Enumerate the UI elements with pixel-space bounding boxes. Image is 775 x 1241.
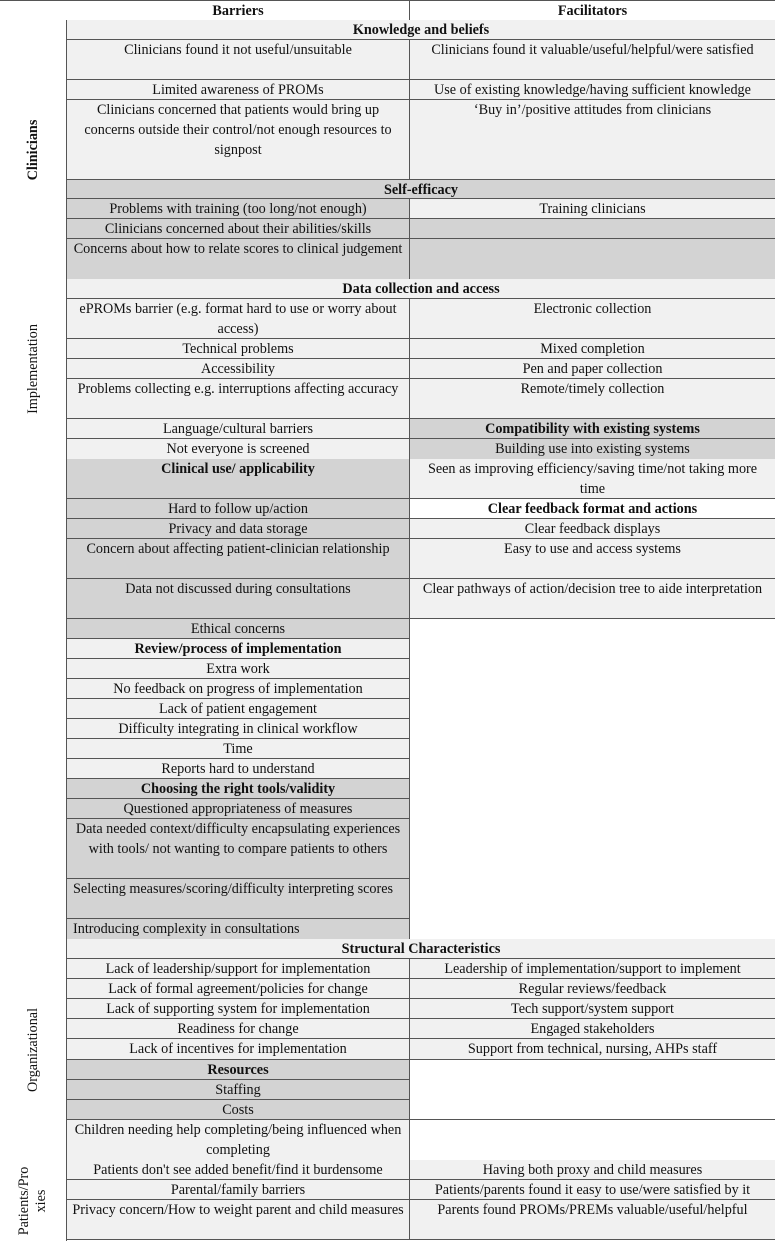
barrier-cell: Clinicians concerned about their abilities/skills [67, 219, 410, 239]
barrier-cell: Technical problems [67, 339, 410, 359]
barrier-cell: Difficulty integrating in clinical workflow [67, 719, 410, 739]
empty-cell [410, 239, 775, 279]
barrier-cell: Introducing complexity in consultations [67, 919, 410, 939]
barrier-cell: Lack of patient engagement [67, 699, 410, 719]
group-clinicians [0, 20, 67, 279]
facilitator-heading-clear-feedback: Clear feedback format and actions [410, 499, 775, 519]
barrier-cell: ePROMs barrier (e.g. format hard to use or worry about access) [67, 299, 410, 339]
facilitator-cell [410, 579, 775, 619]
barrier-cell: Data not discussed during consultations [67, 579, 410, 619]
barrier-cell: Problems with training (too long/not enough) [67, 199, 410, 219]
facilitator-cell: Leadership of implementation/support to implement [410, 959, 775, 979]
empty-cell [410, 219, 775, 239]
group-label-implementation: Implementation [25, 324, 41, 414]
barrier-cell: No feedback on progress of implementation [67, 679, 410, 699]
section-heading-data-collection: Data collection and access [67, 279, 775, 299]
barrier-cell: Extra work [67, 659, 410, 679]
facilitator-cell: Seen as improving efficiency/saving time/not taking more time [410, 459, 775, 499]
empty-cell [410, 1100, 775, 1120]
barrier-cell: Reports hard to understand [67, 759, 410, 779]
facilitator-cell: Pen and paper collection [410, 359, 775, 379]
facilitator-cell: Parents found PROMs/PREMs valuable/useful/helpful [410, 1200, 775, 1240]
facilitator-cell: Clinicians found it valuable/useful/helpful/were satisfied [410, 40, 775, 80]
barrier-cell: Readiness for change [67, 1019, 410, 1039]
barrier-cell: Accessibility [67, 359, 410, 379]
facilitator-cell: Building use into existing systems [410, 439, 775, 459]
facilitator-heading-compatibility: Compatibility with existing systems [410, 419, 775, 439]
group-label-organizational: Organizational [25, 1007, 41, 1092]
facilitator-cell: Patients/parents found it easy to use/were satisfied by it [410, 1180, 775, 1200]
section-heading-clinical-use: Clinical use/ applicability [67, 459, 410, 499]
barrier-cell: Privacy concern/How to weight parent and child measures [67, 1200, 410, 1240]
barrier-cell: Limited awareness of PROMs [67, 80, 410, 100]
barrier-cell: Lack of incentives for implementation [67, 1039, 410, 1060]
barrier-cell: Patients don't see added benefit/find it burdensome [67, 1160, 410, 1180]
section-heading-review: Review/process of implementation [67, 639, 410, 659]
header-facilitators: Facilitators [410, 1, 775, 20]
barrier-cell: Privacy and data storage [67, 519, 410, 539]
barrier-cell: Problems collecting e.g. interruptions affecting accuracy [67, 379, 410, 419]
barrier-cell: Data needed context/difficulty encapsulating experiences with tools/ not wanting to compare patients to others [67, 819, 410, 879]
group-organizational [0, 939, 67, 1160]
barrier-cell: Selecting measures/scoring/difficulty interpreting scores [67, 879, 410, 919]
barrier-cell: Concerns about how to relate scores to clinical judgement [67, 239, 410, 279]
group-label-patients-proxies [16, 1166, 50, 1235]
facilitator-cell: Engaged stakeholders [410, 1019, 775, 1039]
barrier-cell: Concern about affecting patient-clinician relationship [67, 539, 410, 579]
barrier-cell: Clinicians found it not useful/unsuitable [67, 40, 410, 80]
barrier-cell: Not everyone is screened [67, 439, 410, 459]
barrier-cell: Hard to follow up/action [67, 499, 410, 519]
facilitator-cell: Easy to use and access systems [410, 539, 775, 579]
barrier-cell: Lack of formal agreement/policies for change [67, 979, 410, 999]
facilitator-cell: Remote/timely collection [410, 379, 775, 419]
section-heading-resources: Resources [67, 1060, 410, 1080]
header-barriers: Barriers [67, 1, 410, 20]
section-heading-structural: Structural Characteristics [67, 939, 775, 959]
facilitator-cell: Training clinicians [410, 199, 775, 219]
facilitator-cell: Electronic collection [410, 299, 775, 339]
facilitator-cell: Tech support/system support [410, 999, 775, 1019]
barrier-cell: Ethical concerns [67, 619, 410, 639]
barrier-cell: Language/cultural barriers [67, 419, 410, 439]
barrier-cell: Costs [67, 1100, 410, 1120]
group-implementation [0, 279, 67, 459]
group-label-clinicians: Clinicians [25, 119, 41, 180]
section-heading-knowledge: Knowledge and beliefs [67, 20, 775, 40]
group-patients-proxies [0, 1160, 67, 1241]
barrier-cell: Questioned appropriateness of measures [67, 799, 410, 819]
barrier-cell: Clinicians concerned that patients would bring up concerns outside their control/not enough resources to signpost [67, 100, 410, 179]
facilitator-cell: Clear feedback displays [410, 519, 775, 539]
facilitator-cell: Regular reviews/feedback [410, 979, 775, 999]
facilitator-cell: Having both proxy and child measures [410, 1160, 775, 1180]
barrier-cell: Parental/family barriers [67, 1180, 410, 1200]
barrier-cell: Staffing [67, 1080, 410, 1100]
group-label-line: xies [33, 1189, 49, 1212]
section-heading-tools: Choosing the right tools/validity [67, 779, 410, 799]
facilitator-cell: Mixed completion [410, 339, 775, 359]
facilitator-text: Clear pathways of action/decision tree to aide interpretation [422, 581, 763, 597]
barrier-cell: Time [67, 739, 410, 759]
group-label-line: Patients/Pro [16, 1166, 32, 1235]
section-heading-self-efficacy: Self-efficacy [67, 179, 775, 199]
barrier-cell: Lack of leadership/support for implementation [67, 959, 410, 979]
facilitator-cell: Support from technical, nursing, AHPs staff [410, 1039, 775, 1060]
facilitator-cell: ‘Buy in’/positive attitudes from clinicians [410, 100, 775, 179]
group-use [0, 459, 67, 939]
barrier-cell: Children needing help completing/being influenced when completing [67, 1120, 410, 1160]
facilitator-cell: Use of existing knowledge/having sufficient knowledge [410, 80, 775, 100]
barrier-cell: Lack of supporting system for implementation [67, 999, 410, 1019]
